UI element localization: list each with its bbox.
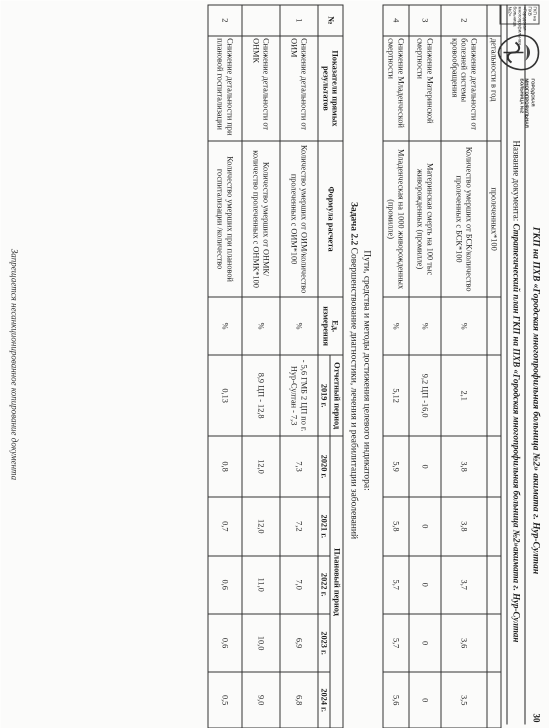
reporting-value: 8,9 ЦП - 12,8 xyxy=(242,355,280,436)
plan-2023: 10,0 xyxy=(242,613,280,671)
row-number: 3 xyxy=(409,5,441,36)
calculation-formula: Количество умерших от ОИМ/количество пролеченных с ОИМ*100 xyxy=(280,141,318,297)
unit: % xyxy=(242,296,280,354)
calculation-formula: Младенческая на 1000 живорожденных (промилле) xyxy=(383,141,409,297)
row-number xyxy=(487,5,501,36)
header-year-2019: 2019 г. xyxy=(318,355,331,436)
plan-2024: 0 xyxy=(409,672,441,728)
plan-2021: 5,8 xyxy=(383,497,409,555)
plan-2024: 6,8 xyxy=(280,672,318,728)
table-row xyxy=(487,5,501,728)
plan-2024: 5,6 xyxy=(383,672,409,728)
header-year-2021: 2021 г. xyxy=(318,497,331,555)
unit: % xyxy=(280,296,318,354)
unit: % xyxy=(208,296,242,354)
header-year-2024: 2024 г. xyxy=(318,672,331,728)
header-year-2023: 2023 г. xyxy=(318,613,331,671)
indicator-name: Снижение детальности от ОИМ xyxy=(280,35,318,141)
logo-side-text: ГОРОДСКАЯ МНОГОПРОФИЛЬНАЯ БОЛЬНИЦА №2 xyxy=(519,78,535,128)
header-divider xyxy=(524,4,525,724)
calculation-formula: Количество умерших от ОНМК/количество пролеченных с ОНМК*100 xyxy=(242,141,280,297)
header-divider xyxy=(506,4,507,724)
plan-2022: 5,7 xyxy=(383,555,409,613)
reporting-value: 2,1 xyxy=(441,355,487,436)
table-row xyxy=(280,5,318,728)
plan-2023: 5,7 xyxy=(383,613,409,671)
task-text: Совершенствование диагностики, лечения и реабилитации заболеваний xyxy=(348,247,358,539)
header-formula: Формула расчета xyxy=(318,141,343,297)
task-number: Задача 2.2 xyxy=(348,201,358,245)
header-plan-period: Плановый период xyxy=(330,435,343,727)
task-caption xyxy=(348,60,358,680)
plan-2024: 9,0 xyxy=(242,672,280,728)
reporting-value: 0,13 xyxy=(208,355,242,436)
row-number: 2 xyxy=(441,5,487,36)
plan-2021: 0,7 xyxy=(208,497,242,555)
indicator-name: Снижение детальности от болезней системы кровообращения xyxy=(441,35,487,141)
calculation-formula: Количество умерших от БСК/количество пролеченных с БСК*100 xyxy=(441,141,487,297)
plan-2021: 3,8 xyxy=(441,497,487,555)
plan-2022: 0,6 xyxy=(208,555,242,613)
plan-2024: 3,5 xyxy=(441,672,487,728)
header-indicator: Показатели прямых результатов xyxy=(318,35,343,141)
plan-2020: 7,3 xyxy=(280,435,318,496)
document-name-line xyxy=(511,140,521,642)
reporting-value xyxy=(487,355,501,436)
direct-results-table xyxy=(207,4,343,728)
footer-note: Запрещается несанкционированное копирование документа xyxy=(9,248,19,480)
indicator-name: детальности в год xyxy=(487,35,501,141)
plan-2020: 3,8 xyxy=(441,435,487,496)
plan-2022: 3,7 xyxy=(441,555,487,613)
indicator-name: Снижение Младенческой смертности xyxy=(383,35,409,141)
hospital-emblem-icon xyxy=(495,30,541,74)
unit xyxy=(487,296,501,354)
row-number: 2 xyxy=(208,5,242,36)
table-row xyxy=(409,5,441,728)
plan-2023: 0,6 xyxy=(208,613,242,671)
reporting-value: 9,2 ЦП -16,0 xyxy=(409,355,441,436)
header-year-2020: 2020 г. xyxy=(318,435,331,496)
table-row xyxy=(383,5,409,728)
table-row xyxy=(208,5,242,728)
calculation-formula: Количество умерших при плановой госпитализации /количество xyxy=(208,141,242,297)
header-num: № xyxy=(318,5,343,36)
document-name: Стратегический план ГКП на ПХВ «Городская многопрофильная больница №2»акимата г. Нур-Султан xyxy=(511,223,521,642)
header-reporting-period: Отчетный период xyxy=(330,355,343,436)
indicators-table-continued xyxy=(382,4,501,728)
plan-2023 xyxy=(487,613,501,671)
header-title: ГКП на ПХВ «Городская многопрофильная больница №2» акимата г. Нур-Султан xyxy=(530,226,540,574)
indicator-name: Снижение детальности при плановой госпитализации xyxy=(208,35,242,141)
header-unit: Ед. измерения xyxy=(318,296,343,354)
indicator-name: Снижение Материнской смертности xyxy=(409,35,441,141)
plan-2021: 0 xyxy=(409,497,441,555)
section-caption: Пути, средства и методы достижения целевого индикатора: xyxy=(361,249,371,491)
row-number xyxy=(242,5,280,36)
unit: % xyxy=(383,296,409,354)
plan-2020 xyxy=(487,435,501,496)
unit: % xyxy=(409,296,441,354)
unit: % xyxy=(441,296,487,354)
reporting-value: - 5,6 ГМБ 2 ЦП по г. Нур-Султан - 7,3 xyxy=(280,355,318,436)
plan-2022: 11,0 xyxy=(242,555,280,613)
plan-2021: 7,2 xyxy=(280,497,318,555)
document-name-label: Название документа: xyxy=(511,140,521,221)
reporting-value: 5,12 xyxy=(383,355,409,436)
indicator-name: Снижение детальности от ОНМК xyxy=(242,35,280,141)
plan-2023: 3,6 xyxy=(441,613,487,671)
calculation-formula: пролеченных*100 xyxy=(487,141,501,297)
plan-2021 xyxy=(487,497,501,555)
plan-2024 xyxy=(487,672,501,728)
plan-2023: 0 xyxy=(409,613,441,671)
row-number: 1 xyxy=(280,5,318,36)
plan-2022 xyxy=(487,555,501,613)
row-number: 4 xyxy=(383,5,409,36)
plan-2020: 0 xyxy=(409,435,441,496)
plan-2024: 0,5 xyxy=(208,672,242,728)
plan-2020: 5,9 xyxy=(383,435,409,496)
table-row xyxy=(441,5,487,728)
plan-2020: 12,0 xyxy=(242,435,280,496)
logo-small-box: ГКП на ПХВ «Городская многопрофильная больница №2» xyxy=(499,4,539,24)
calculation-formula: Материнская смерть на 100 тыс живорожденных (промилле) xyxy=(409,141,441,297)
plan-2022: 7,0 xyxy=(280,555,318,613)
plan-2023: 6,9 xyxy=(280,613,318,671)
plan-2021: 12,0 xyxy=(242,497,280,555)
page-number: 30 xyxy=(531,713,541,722)
plan-2020: 0,8 xyxy=(208,435,242,496)
header-year-2022: 2022 г. xyxy=(318,555,331,613)
table-row xyxy=(242,5,280,728)
plan-2022: 0 xyxy=(409,555,441,613)
